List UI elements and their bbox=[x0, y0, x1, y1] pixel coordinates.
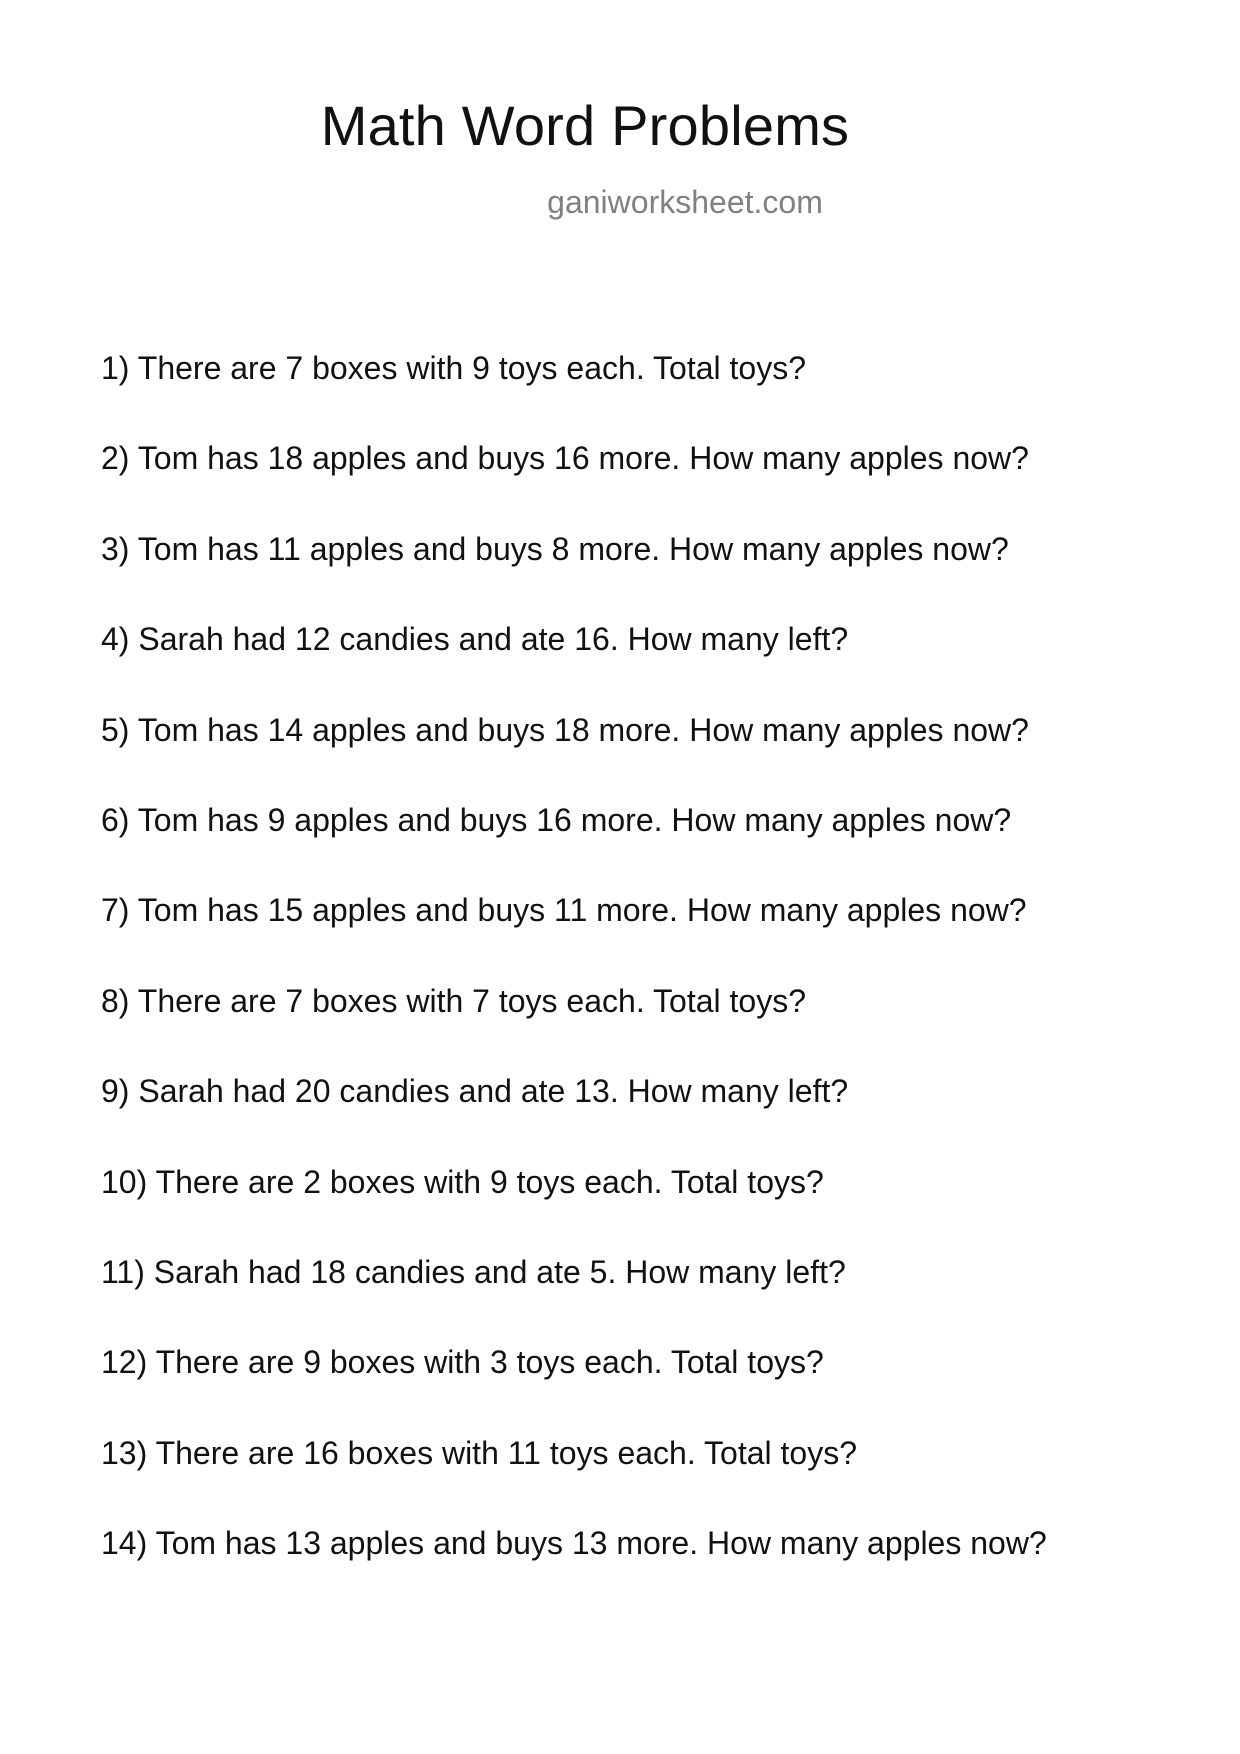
problem-item: 9) Sarah had 20 candies and ate 13. How many left? bbox=[101, 1073, 849, 1110]
problem-item: 6) Tom has 9 apples and buys 16 more. How many apples now? bbox=[101, 801, 1012, 838]
problem-item: 13) There are 16 boxes with 11 toys each. Total toys? bbox=[101, 1434, 857, 1471]
problem-item: 4) Sarah had 12 candies and ate 16. How many left? bbox=[101, 621, 849, 658]
site-url: ganiworksheet.com bbox=[547, 184, 823, 220]
problem-item: 11) Sarah had 18 candies and ate 5. How many left? bbox=[101, 1253, 846, 1290]
problem-item: 2) Tom has 18 apples and buys 16 more. How many apples now? bbox=[101, 440, 1029, 477]
problem-item: 10) There are 2 boxes with 9 toys each. Total toys? bbox=[101, 1163, 824, 1200]
problem-item: 1) There are 7 boxes with 9 toys each. Total toys? bbox=[101, 350, 806, 386]
problem-item: 7) Tom has 15 apples and buys 11 more. How many apples now? bbox=[101, 892, 1027, 929]
problem-item: 3) Tom has 11 apples and buys 8 more. How many apples now? bbox=[101, 530, 1009, 567]
problem-list bbox=[101, 352, 1047, 1617]
page-title: Math Word Problems bbox=[320, 94, 850, 157]
problem-item: 8) There are 7 boxes with 7 toys each. Total toys? bbox=[101, 982, 806, 1019]
problem-item: 12) There are 9 boxes with 3 toys each. Total toys? bbox=[101, 1344, 824, 1381]
problem-item: 14) Tom has 13 apples and buys 13 more. How many apples now? bbox=[101, 1525, 1047, 1562]
problem-item: 5) Tom has 14 apples and buys 18 more. How many apples now? bbox=[101, 711, 1029, 748]
